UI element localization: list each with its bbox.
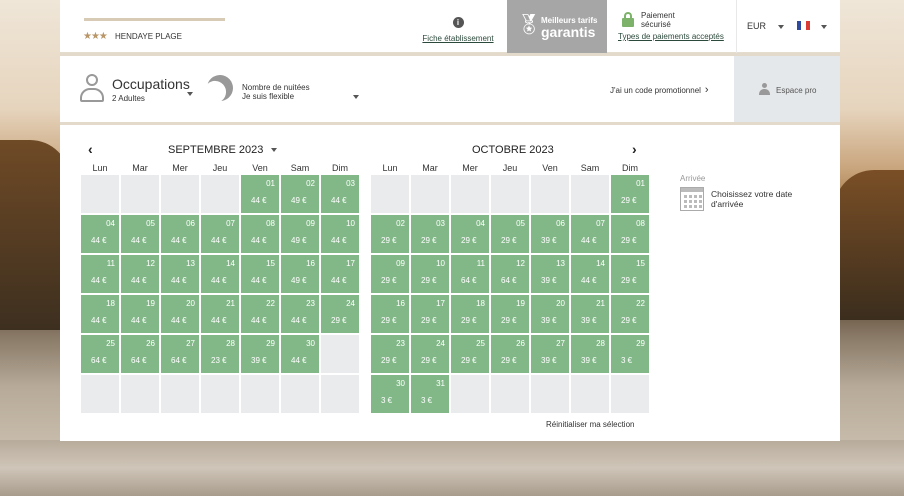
- day-price: 44 €: [291, 316, 307, 325]
- day-price: 44 €: [131, 316, 147, 325]
- day-price: 44 €: [331, 276, 347, 285]
- calendar-day[interactable]: [81, 335, 119, 373]
- hotel-stars: ★★★: [83, 31, 107, 42]
- calendar-day[interactable]: [281, 255, 319, 293]
- day-number: 10: [436, 259, 445, 268]
- calendar-day[interactable]: [81, 215, 119, 253]
- day-number: 20: [186, 299, 195, 308]
- chevron-down-icon[interactable]: [187, 92, 193, 96]
- day-number: 31: [436, 379, 445, 388]
- calendar-day[interactable]: [81, 295, 119, 333]
- weekday-label: Ven: [252, 163, 268, 173]
- day-number: 04: [106, 219, 115, 228]
- calendar-day[interactable]: [531, 295, 569, 333]
- calendar-empty-cell: [201, 375, 239, 413]
- weekday-label: Sam: [290, 163, 310, 173]
- calendar-day[interactable]: [571, 215, 609, 253]
- day-price: 29 €: [381, 316, 397, 325]
- day-number: 17: [346, 259, 355, 268]
- calendar-day[interactable]: [611, 255, 649, 293]
- day-price: 44 €: [171, 276, 187, 285]
- day-number: 02: [306, 179, 315, 188]
- calendar-day[interactable]: [411, 295, 449, 333]
- calendar-day[interactable]: [371, 255, 409, 293]
- day-price: 3 €: [381, 396, 393, 405]
- chevron-down-icon[interactable]: [271, 148, 277, 152]
- day-number: 24: [346, 299, 355, 308]
- nights-value[interactable]: Je suis flexible: [242, 92, 295, 101]
- day-price: 44 €: [211, 276, 227, 285]
- lock-icon: [622, 12, 634, 28]
- arrival-label: Arrivée: [680, 174, 706, 183]
- day-number: 27: [186, 339, 195, 348]
- weekday-label: Dim: [332, 163, 348, 173]
- calendar-day[interactable]: [321, 255, 359, 293]
- calendar-day[interactable]: [411, 215, 449, 253]
- day-price: 49 €: [291, 196, 307, 205]
- day-price: 64 €: [131, 356, 147, 365]
- calendar-day[interactable]: [611, 215, 649, 253]
- day-number: 25: [476, 339, 485, 348]
- day-number: 27: [556, 339, 565, 348]
- day-number: 21: [596, 299, 605, 308]
- day-number: 15: [266, 259, 275, 268]
- person-icon: [80, 74, 104, 102]
- calendar-day[interactable]: [571, 335, 609, 373]
- calendar-empty-cell: [121, 375, 159, 413]
- calendar-day[interactable]: [491, 255, 529, 293]
- day-price: 39 €: [581, 316, 597, 325]
- calendar-empty-cell: [491, 175, 529, 213]
- day-number: 07: [596, 219, 605, 228]
- calendar-day[interactable]: [161, 215, 199, 253]
- calendar-empty-cell: [81, 375, 119, 413]
- day-number: 29: [266, 339, 275, 348]
- day-number: 13: [556, 259, 565, 268]
- calendar-day[interactable]: [81, 255, 119, 293]
- day-number: 15: [636, 259, 645, 268]
- day-number: 09: [396, 259, 405, 268]
- day-price: 29 €: [501, 356, 517, 365]
- secure-payment-title: Paiement sécurisé: [641, 11, 675, 29]
- day-number: 26: [516, 339, 525, 348]
- day-number: 24: [436, 339, 445, 348]
- calendar-day[interactable]: [451, 215, 489, 253]
- day-price: 29 €: [621, 236, 637, 245]
- day-number: 11: [106, 259, 115, 268]
- day-price: 44 €: [211, 236, 227, 245]
- chevron-right-icon: ›: [704, 84, 709, 96]
- day-number: 13: [186, 259, 195, 268]
- day-number: 23: [396, 339, 405, 348]
- top-bar: [60, 0, 840, 53]
- calendar: [60, 125, 840, 441]
- weekday-label: Dim: [622, 163, 638, 173]
- day-price: 44 €: [171, 236, 187, 245]
- day-number: 30: [396, 379, 405, 388]
- day-price: 29 €: [501, 316, 517, 325]
- day-price: 29 €: [501, 236, 517, 245]
- day-price: 29 €: [381, 236, 397, 245]
- calendar-day[interactable]: [321, 175, 359, 213]
- nights-label[interactable]: Nombre de nuitées: [242, 83, 310, 92]
- calendar-day[interactable]: [371, 335, 409, 373]
- day-price: 39 €: [541, 236, 557, 245]
- day-price: 49 €: [291, 236, 307, 245]
- calendar-day[interactable]: [161, 295, 199, 333]
- divider: [736, 0, 737, 53]
- calendar-day[interactable]: [161, 255, 199, 293]
- calendar-empty-cell: [241, 375, 279, 413]
- promo-code-label: J'ai un code promotionnel: [610, 86, 701, 95]
- day-number: 16: [306, 259, 315, 268]
- day-number: 01: [266, 179, 275, 188]
- day-number: 12: [516, 259, 525, 268]
- day-number: 18: [106, 299, 115, 308]
- day-number: 26: [146, 339, 155, 348]
- search-bar: [60, 53, 840, 125]
- day-number: 08: [266, 219, 275, 228]
- day-price: 29 €: [421, 276, 437, 285]
- calendar-day[interactable]: [241, 295, 279, 333]
- weekday-label: Lun: [382, 163, 398, 173]
- day-price: 44 €: [251, 316, 267, 325]
- day-number: 03: [436, 219, 445, 228]
- day-price: 64 €: [91, 356, 107, 365]
- calendar-day[interactable]: [491, 335, 529, 373]
- booking-panel: [60, 0, 840, 441]
- calendar-day[interactable]: [491, 215, 529, 253]
- weekday-label: Lun: [92, 163, 108, 173]
- calendar-empty-cell: [491, 375, 529, 413]
- background-water: [0, 440, 904, 496]
- calendar-empty-cell: [611, 375, 649, 413]
- prev-month-button[interactable]: ‹: [88, 141, 93, 157]
- day-price: 44 €: [331, 236, 347, 245]
- chevron-down-icon[interactable]: [353, 95, 359, 99]
- chevron-down-icon[interactable]: [778, 25, 784, 29]
- weekday-label: Sam: [580, 163, 600, 173]
- day-number: 16: [396, 299, 405, 308]
- calendar-day[interactable]: [241, 215, 279, 253]
- espace-pro-button[interactable]: [734, 56, 840, 122]
- calendar-day[interactable]: [121, 215, 159, 253]
- weekday-label: Mer: [172, 163, 188, 173]
- day-number: 05: [146, 219, 155, 228]
- promo-code-link[interactable]: [610, 84, 709, 96]
- user-icon: [759, 83, 770, 95]
- espace-pro-label: Espace pro: [776, 86, 817, 95]
- calendar-day[interactable]: [451, 255, 489, 293]
- calendar-day[interactable]: [201, 335, 239, 373]
- day-number: 18: [476, 299, 485, 308]
- calendar-day[interactable]: [121, 255, 159, 293]
- day-price: 23 €: [211, 356, 227, 365]
- day-number: 08: [636, 219, 645, 228]
- day-price: 44 €: [91, 276, 107, 285]
- calendar-day[interactable]: [611, 295, 649, 333]
- calendar-day[interactable]: [611, 335, 649, 373]
- weekday-label: Mar: [422, 163, 438, 173]
- day-price: 64 €: [501, 276, 517, 285]
- weekday-label: Jeu: [212, 163, 228, 173]
- next-month-button[interactable]: ›: [632, 141, 637, 157]
- day-price: 44 €: [581, 236, 597, 245]
- calendar-day[interactable]: [611, 175, 649, 213]
- day-number: 02: [396, 219, 405, 228]
- calendar-empty-cell: [451, 175, 489, 213]
- day-number: 09: [306, 219, 315, 228]
- occupations-value[interactable]: 2 Adultes: [112, 94, 145, 103]
- calendar-day[interactable]: [201, 255, 239, 293]
- calendar-day[interactable]: [241, 175, 279, 213]
- calendar-day[interactable]: [411, 375, 449, 413]
- day-number: 21: [226, 299, 235, 308]
- day-price: 39 €: [581, 356, 597, 365]
- day-number: 22: [266, 299, 275, 308]
- day-price: 3 €: [621, 356, 633, 365]
- arrival-hint: Choisissez votre date d'arrivée: [711, 189, 793, 209]
- fiche-etablissement-link[interactable]: Fiche établissement: [422, 34, 494, 43]
- day-number: 17: [436, 299, 445, 308]
- day-price: 39 €: [541, 276, 557, 285]
- calendar-day[interactable]: [321, 295, 359, 333]
- calendar-empty-cell: [121, 175, 159, 213]
- day-price: 39 €: [541, 356, 557, 365]
- day-price: 29 €: [461, 316, 477, 325]
- day-price: 44 €: [211, 316, 227, 325]
- language-flag-icon[interactable]: [797, 21, 810, 30]
- day-price: 44 €: [131, 276, 147, 285]
- calendar-day[interactable]: [321, 215, 359, 253]
- best-price-big: garantis: [541, 24, 596, 40]
- day-number: 03: [346, 179, 355, 188]
- calendar-empty-cell: [571, 175, 609, 213]
- day-number: 10: [346, 219, 355, 228]
- calendar-empty-cell: [531, 375, 569, 413]
- calendar-empty-cell: [571, 375, 609, 413]
- day-price: 29 €: [621, 196, 637, 205]
- day-number: 05: [516, 219, 525, 228]
- calendar-day[interactable]: [281, 215, 319, 253]
- day-price: 64 €: [461, 276, 477, 285]
- calendar-empty-cell: [161, 175, 199, 213]
- day-number: 11: [476, 259, 485, 268]
- day-number: 23: [306, 299, 315, 308]
- calendar-day[interactable]: [371, 375, 409, 413]
- hotel-name: HENDAYE PLAGE: [115, 32, 182, 41]
- calendar-empty-cell: [321, 375, 359, 413]
- moon-icon: [203, 71, 236, 104]
- day-price: 29 €: [421, 356, 437, 365]
- day-number: 20: [556, 299, 565, 308]
- day-price: 29 €: [461, 236, 477, 245]
- day-price: 44 €: [91, 316, 107, 325]
- weekday-label: Mer: [462, 163, 478, 173]
- hotel-logo-bar: [84, 18, 225, 21]
- day-number: 22: [636, 299, 645, 308]
- day-price: 44 €: [251, 196, 267, 205]
- day-number: 06: [556, 219, 565, 228]
- month-title: OCTOBRE 2023: [472, 144, 554, 156]
- info-icon: i: [453, 17, 464, 28]
- day-number: 29: [636, 339, 645, 348]
- calendar-empty-cell: [281, 375, 319, 413]
- day-number: 28: [596, 339, 605, 348]
- calendar-day[interactable]: [411, 255, 449, 293]
- day-price: 29 €: [381, 356, 397, 365]
- calendar-day[interactable]: [491, 295, 529, 333]
- day-price: 44 €: [91, 236, 107, 245]
- calendar-day[interactable]: [121, 335, 159, 373]
- day-number: 19: [146, 299, 155, 308]
- day-number: 04: [476, 219, 485, 228]
- day-price: 29 €: [381, 276, 397, 285]
- day-number: 14: [596, 259, 605, 268]
- day-price: 44 €: [581, 276, 597, 285]
- calendar-day[interactable]: [201, 295, 239, 333]
- calendar-day[interactable]: [281, 175, 319, 213]
- calendar-day[interactable]: [281, 335, 319, 373]
- calendar-empty-cell: [451, 375, 489, 413]
- calendar-day[interactable]: [451, 295, 489, 333]
- calendar-empty-cell: [531, 175, 569, 213]
- day-price: 44 €: [171, 316, 187, 325]
- day-price: 29 €: [461, 356, 477, 365]
- best-price-small: Meilleurs tarifs: [541, 16, 598, 25]
- day-price: 29 €: [421, 236, 437, 245]
- day-price: 49 €: [291, 276, 307, 285]
- calendar-day[interactable]: [531, 215, 569, 253]
- calendar-day[interactable]: [371, 215, 409, 253]
- calendar-day[interactable]: [241, 255, 279, 293]
- calendar-empty-cell: [161, 375, 199, 413]
- calendar-day[interactable]: [281, 295, 319, 333]
- calendar-day[interactable]: [571, 255, 609, 293]
- medal-icon: 🏅︎: [516, 14, 542, 36]
- best-price-badge: [507, 0, 607, 53]
- calendar-empty-cell: [411, 175, 449, 213]
- chevron-down-icon[interactable]: [821, 25, 827, 29]
- day-price: 44 €: [291, 356, 307, 365]
- day-price: 29 €: [621, 316, 637, 325]
- day-number: 19: [516, 299, 525, 308]
- day-price: 44 €: [331, 196, 347, 205]
- fiche-etablissement[interactable]: [421, 12, 495, 43]
- day-price: 64 €: [171, 356, 187, 365]
- day-price: 44 €: [251, 276, 267, 285]
- weekday-label: Jeu: [502, 163, 518, 173]
- day-price: 44 €: [131, 236, 147, 245]
- occupations-label[interactable]: Occupations: [112, 76, 190, 92]
- calendar-day[interactable]: [531, 255, 569, 293]
- background-hills-right: [834, 170, 904, 320]
- day-number: 12: [146, 259, 155, 268]
- day-number: 25: [106, 339, 115, 348]
- day-price: 44 €: [251, 236, 267, 245]
- calendar-day[interactable]: [241, 335, 279, 373]
- reset-selection-link[interactable]: Réinitialiser ma sélection: [546, 420, 635, 429]
- day-number: 14: [226, 259, 235, 268]
- calendar-day[interactable]: [451, 335, 489, 373]
- weekday-label: Mar: [132, 163, 148, 173]
- day-number: 01: [636, 179, 645, 188]
- calendar-day[interactable]: [531, 335, 569, 373]
- calendar-empty-cell: [201, 175, 239, 213]
- calendar-day[interactable]: [371, 295, 409, 333]
- day-price: 3 €: [421, 396, 433, 405]
- calendar-day[interactable]: [161, 335, 199, 373]
- day-price: 29 €: [621, 276, 637, 285]
- calendar-day[interactable]: [411, 335, 449, 373]
- calendar-day[interactable]: [571, 295, 609, 333]
- day-number: 28: [226, 339, 235, 348]
- calendar-empty-cell: [321, 335, 359, 373]
- weekday-label: Ven: [542, 163, 558, 173]
- payment-types-link[interactable]: Types de paiements acceptés: [618, 32, 724, 41]
- calendar-icon: [680, 187, 704, 211]
- calendar-day[interactable]: [201, 215, 239, 253]
- day-number: 07: [226, 219, 235, 228]
- calendar-empty-cell: [81, 175, 119, 213]
- currency-select[interactable]: EUR: [747, 21, 767, 31]
- day-price: 39 €: [541, 316, 557, 325]
- day-number: 06: [186, 219, 195, 228]
- calendar-day[interactable]: [121, 295, 159, 333]
- calendar-empty-cell: [371, 175, 409, 213]
- day-number: 30: [306, 339, 315, 348]
- day-price: 29 €: [331, 316, 347, 325]
- day-price: 39 €: [251, 356, 267, 365]
- day-price: 29 €: [421, 316, 437, 325]
- month-title: SEPTEMBRE 2023: [168, 144, 264, 156]
